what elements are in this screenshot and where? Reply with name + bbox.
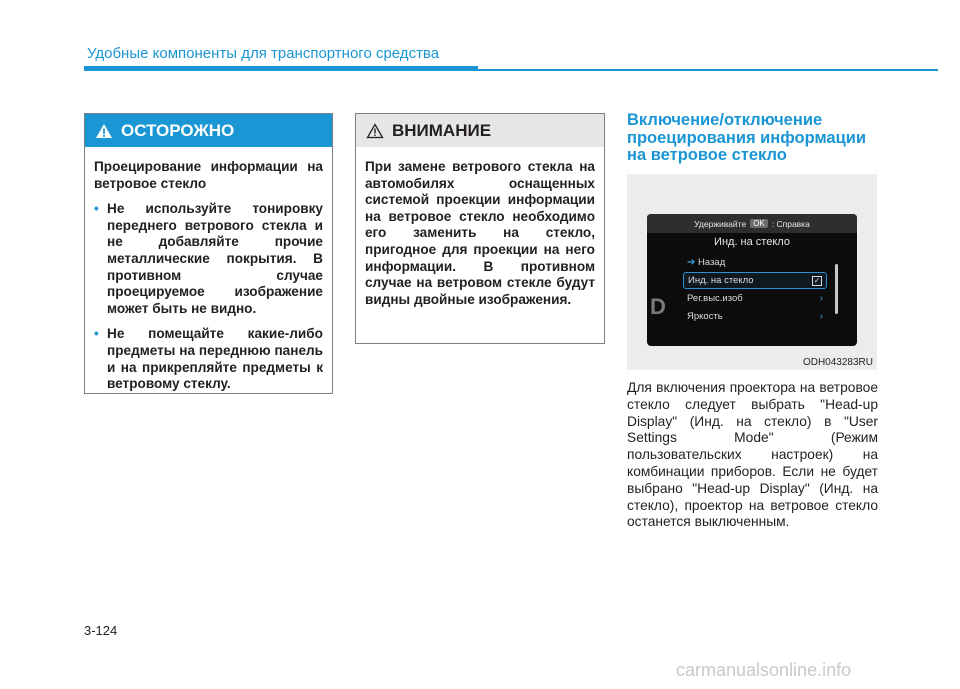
bullet-dot: • bbox=[94, 201, 99, 217]
warning-intro: Проецирование информации на ветровое стекло bbox=[94, 159, 323, 191]
warning-bullet bbox=[94, 201, 323, 317]
warning-bullet-text: Не помещайте какие-либо предметы на переднюю панель и на прикрепляйте предметы к ветровому стеклу. bbox=[107, 326, 323, 392]
menu-item-label: Яркость bbox=[687, 311, 723, 322]
checkbox-checked-icon: ✓ bbox=[813, 275, 821, 285]
page-number: 3-124 bbox=[84, 623, 118, 638]
chevron-right-icon: › bbox=[819, 293, 823, 304]
caution-box bbox=[355, 113, 605, 344]
screen-menu bbox=[683, 254, 827, 326]
section-header-title: Удобные компоненты для транспортного средства bbox=[87, 45, 440, 62]
caution-heading: ВНИМАНИЕ bbox=[392, 120, 492, 140]
figure-code: ODH043283RU bbox=[802, 357, 873, 368]
watermark: carmanualsonline.info bbox=[676, 660, 852, 680]
header-rule-thick bbox=[84, 66, 478, 71]
menu-item-hud[interactable] bbox=[683, 272, 827, 289]
chevron-right-icon: › bbox=[819, 311, 823, 322]
screen-title: Инд. на стекло bbox=[714, 236, 790, 248]
gear-indicator: D bbox=[650, 294, 666, 319]
section-title: Включение/отключение проецирования информации на ветровое стекло bbox=[627, 111, 867, 164]
ok-key-icon: OK bbox=[750, 219, 768, 228]
screen-hint-bar bbox=[647, 214, 857, 233]
caution-text: При замене ветрового стекла на автомобилях оснащенных системой проекции информации на ветровое стекло необходимо его заменить на стекло, пригодное для проекции на него информации. В противном случае на ветровом стекле будут видны двойные изображения. bbox=[365, 159, 595, 307]
menu-item-back[interactable] bbox=[683, 254, 827, 271]
warning-bullet bbox=[94, 326, 323, 392]
caution-header bbox=[356, 114, 604, 147]
menu-item-label: Инд. на стекло bbox=[688, 275, 754, 286]
menu-item-height[interactable] bbox=[683, 290, 827, 307]
hint-left: Удерживайте bbox=[694, 218, 747, 229]
warning-triangle-icon bbox=[95, 123, 113, 139]
menu-item-brightness[interactable] bbox=[683, 308, 827, 325]
cluster-display-figure bbox=[627, 174, 877, 370]
screen-scrollbar bbox=[835, 264, 838, 314]
warning-heading: ОСТОРОЖНО bbox=[121, 120, 235, 140]
section-body-text: Для включения проектора на ветровое стекло следует выбрать "Head-up Display" (Инд. на стекло) в "User Settings Mode" (Режим пользовательских настроек) на комбинации приборов. Если не будет выбрано "Head-up Display" (Инд. на стекло), проектор на ветровое стекло останется выключенным. bbox=[627, 380, 878, 530]
warning-header bbox=[85, 114, 332, 147]
menu-item-label: Рег.выс.изоб bbox=[687, 293, 743, 304]
cluster-screen bbox=[647, 214, 857, 346]
bullet-dot: • bbox=[94, 326, 99, 342]
menu-item-label: Назад bbox=[698, 257, 726, 268]
warning-box bbox=[84, 113, 333, 394]
header-rule-thin bbox=[478, 69, 938, 71]
back-arrow-icon: ➔ bbox=[687, 257, 696, 268]
caution-triangle-icon bbox=[366, 123, 384, 139]
hint-right: : Справка bbox=[771, 218, 810, 229]
warning-bullet-text: Не используйте тонировку переднего ветрового стекла и не добавляйте прочие металлические покрытия. В противном случае проецируемое изображение может быть не видно. bbox=[107, 201, 323, 316]
